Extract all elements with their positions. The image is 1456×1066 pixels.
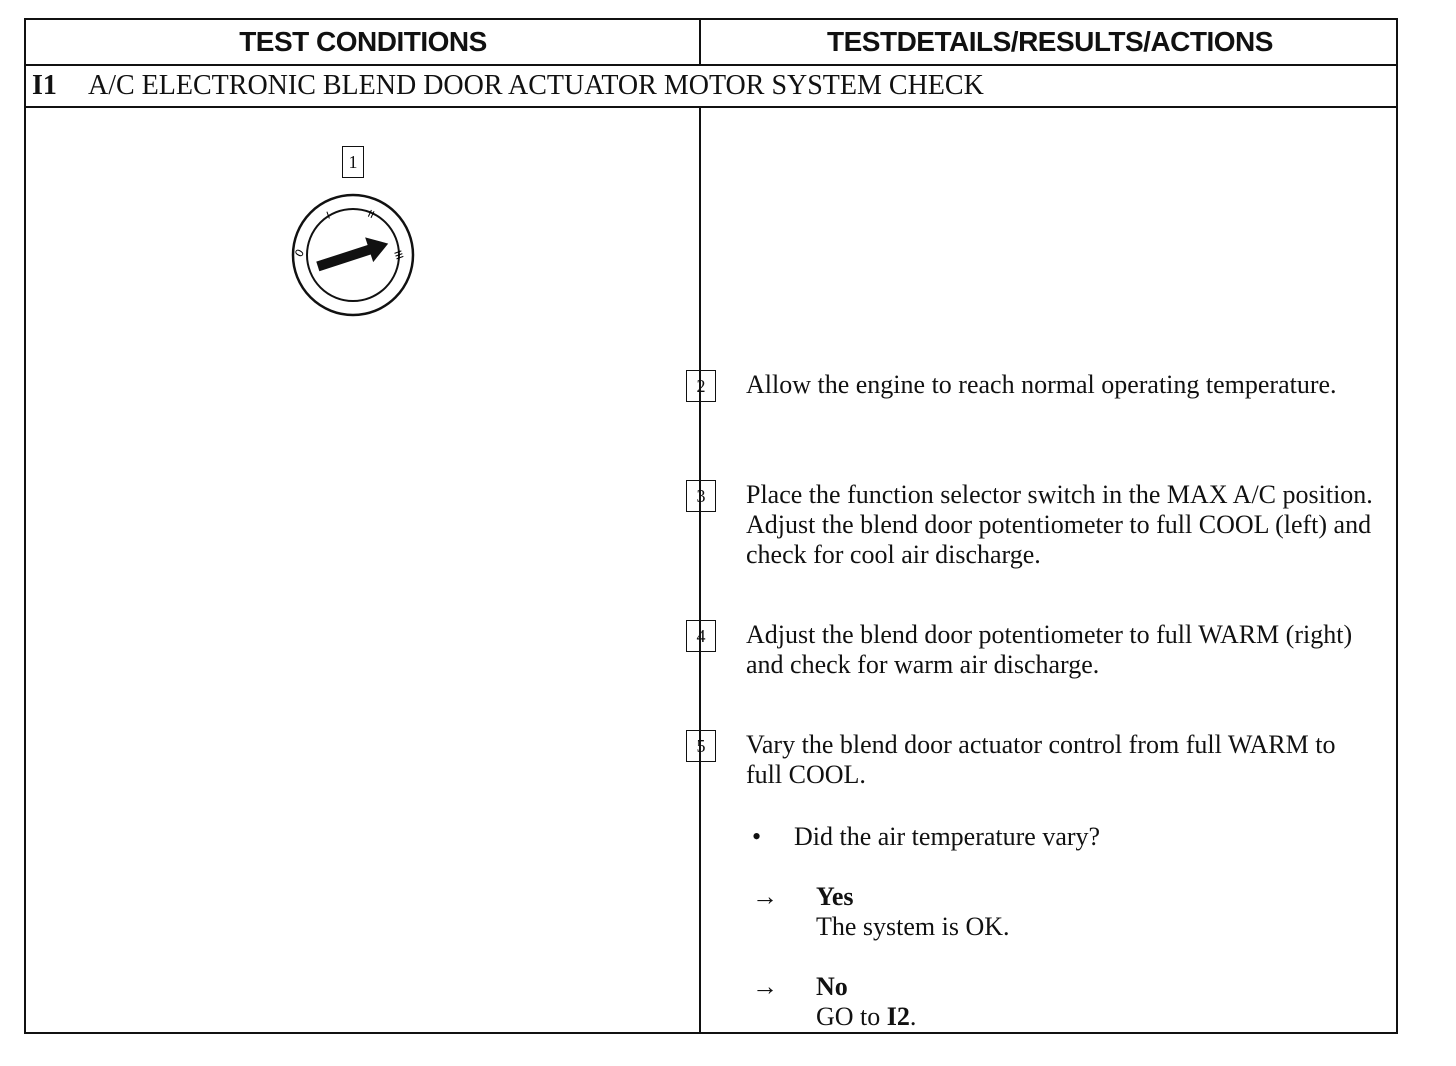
step-5-text: Vary the blend door actuator control from full WARM to full COOL. <box>746 730 1336 789</box>
step-1-box: 1 <box>342 146 364 178</box>
result-no-label: No <box>816 972 848 1001</box>
step-5-number: 5 <box>686 730 716 762</box>
section-id: I1 <box>32 70 57 101</box>
dial-mark-2: II <box>365 208 376 222</box>
key-arrow-icon <box>314 231 392 279</box>
test-details-header: TESTDETAILS/RESULTS/ACTIONS <box>827 26 1273 57</box>
arrow-right-icon: → <box>752 972 778 1001</box>
header-column-divider <box>699 20 701 64</box>
step-3-number: 3 <box>686 480 716 512</box>
step-3-text: Place the function selector switch in the MAX A/C position. Adjust the blend door potentiometer to full COOL (left) and check for cool air discharge. <box>746 480 1373 569</box>
section-title <box>32 66 984 106</box>
ignition-switch-position-icon <box>290 192 416 318</box>
section-divider <box>26 106 1396 108</box>
dial-mark-3: III <box>391 249 405 262</box>
step-2-number: 2 <box>686 370 716 402</box>
go-to-reference[interactable]: I2 <box>886 1002 910 1031</box>
step-4-number: 4 <box>686 620 716 652</box>
result-yes-action: The system is OK. <box>816 912 1010 941</box>
step-4-text: Adjust the blend door potentiometer to full WARM (right) and check for warm air discharge. <box>746 620 1353 679</box>
column-divider <box>699 106 701 1034</box>
dial-mark-0: 0 <box>292 246 308 260</box>
question-text: Did the air temperature vary? <box>794 822 1101 851</box>
dial-mark-1: I <box>325 210 332 222</box>
step-2-text: Allow the engine to reach normal operating temperature. <box>746 370 1337 399</box>
result-no-action-suffix: . <box>909 1002 917 1031</box>
result-no-action-prefix: GO to <box>816 1002 887 1031</box>
result-no-action <box>816 1002 916 1032</box>
arrow-right-icon: → <box>752 882 778 911</box>
test-conditions-header: TEST CONDITIONS <box>239 26 487 57</box>
section-name: A/C ELECTRONIC BLEND DOOR ACTUATOR MOTOR SYSTEM CHECK <box>88 70 984 101</box>
bullet-icon: • <box>752 822 762 851</box>
question <box>752 822 1100 852</box>
result-yes-label: Yes <box>816 882 854 911</box>
